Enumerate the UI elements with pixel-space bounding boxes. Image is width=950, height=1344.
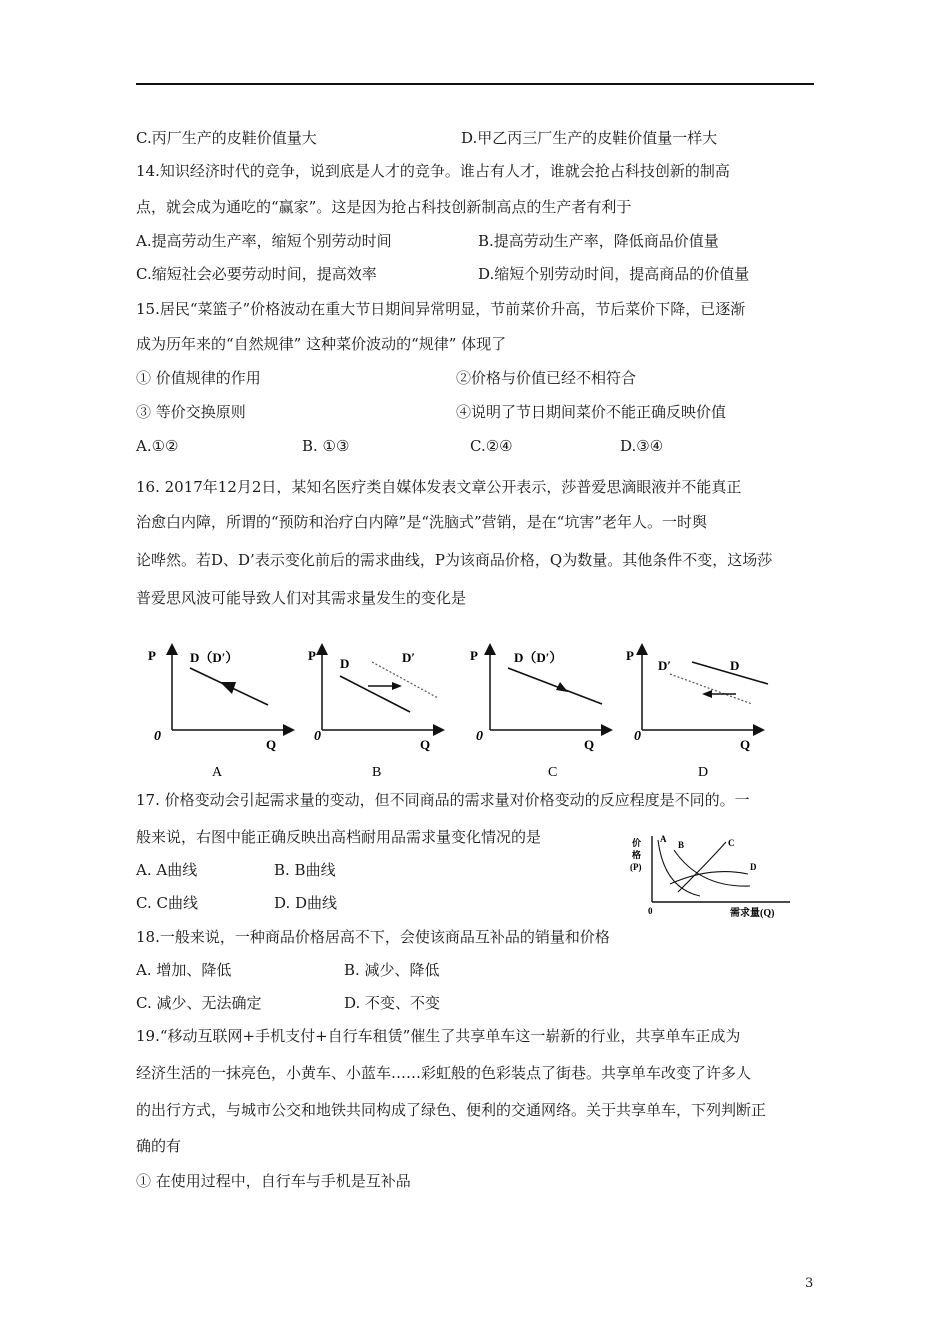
q15-stem-line1: 15.居民“菜篮子”价格波动在重大节日期间异常明显，节前菜价升高，节后菜价下降，已逐渐	[136, 300, 746, 318]
graph-d-q-label: Q	[740, 737, 751, 752]
graph-b-curve-d	[340, 676, 410, 712]
graph-b-p-label: P	[308, 648, 316, 663]
page-number: 3	[805, 1276, 814, 1291]
q15-statement-2: ②价格与价值已经不相符合	[456, 369, 637, 387]
graph-c-demand-curve	[508, 668, 602, 704]
q17-ylabel-3: (P)	[630, 862, 642, 872]
q15-option-a: A.①②	[136, 437, 179, 455]
header-rule	[136, 83, 814, 85]
q16-demand-graphs	[140, 638, 780, 788]
graph-b-arrow-icon	[392, 682, 402, 690]
graph-c-q-label: Q	[584, 737, 595, 752]
graph-b-q-label: Q	[420, 737, 431, 752]
q14-option-d: D.缩短个别劳动时间，提高商品的价值量	[478, 265, 750, 283]
graph-c	[470, 646, 610, 780]
q14-stem-line1: 14.知识经济时代的竞争，说到底是人才的竞争。谁占有人才，谁就会抢占科技创新的制高	[136, 162, 730, 180]
graph-b-origin: 0	[314, 729, 321, 744]
q14-stem-line2: 点，就会成为通吃的“赢家”。这是因为抢占科技创新制高点的生产者有利于	[136, 198, 632, 216]
graph-c-origin: 0	[476, 729, 483, 744]
graph-a-caption: A	[212, 765, 223, 780]
q15-statement-1: ① 价值规律的作用	[136, 369, 261, 387]
graph-a-origin: 0	[154, 729, 161, 744]
q17-origin: 0	[648, 906, 653, 916]
q15-option-b: B. ①③	[302, 437, 350, 455]
q18-option-c: C. 减少、无法确定	[136, 994, 262, 1012]
q15-option-d: D.③④	[620, 437, 664, 455]
q17-stem-line1: 17. 价格变动会引起需求量的变动，但不同商品的需求量对价格变动的反应程度是不同的。一	[136, 791, 750, 809]
q17-label-d: D	[750, 862, 757, 872]
q17-label-b: B	[678, 840, 685, 850]
graph-d-d-label: D	[730, 658, 740, 673]
graph-d-caption: D	[698, 765, 709, 780]
graph-c-curve-label: D（D′）	[514, 650, 563, 665]
graph-b	[308, 646, 442, 780]
q19-stem-line2: 经济生活的一抹亮色，小黄车、小蓝车……彩虹般的色彩装点了街巷。共享单车改变了许多人	[136, 1064, 752, 1082]
q17-label-c: C	[728, 838, 735, 848]
q19-statement-1: ① 在使用过程中，自行车与手机是互补品	[136, 1172, 411, 1190]
q16-stem-line4: 普爱思风波可能导致人们对其需求量发生的变化是	[136, 589, 467, 607]
q15-option-c: C.②④	[470, 437, 513, 455]
q17-option-a: A. A曲线	[136, 861, 198, 879]
q17-xlabel: 需求量(Q)	[730, 908, 775, 919]
graph-b-curve-dprime	[372, 662, 438, 698]
graph-d-curve-dprime	[670, 674, 752, 704]
graph-a	[148, 646, 292, 780]
q17-curve-b	[674, 850, 750, 886]
graph-a-curve-label: D（D′）	[190, 650, 239, 665]
q19-stem-line4: 确的有	[136, 1137, 182, 1155]
graph-b-dprime-label: D′	[402, 650, 416, 665]
q17-label-a: A	[660, 834, 667, 844]
q17-stem-line2: 般来说，右图中能正确反映出高档耐用品需求量变化情况的是	[136, 828, 542, 846]
q14-option-b: B.提高劳动生产率，降低商品价值量	[478, 232, 719, 250]
graph-d-arrow-icon	[702, 690, 712, 698]
q18-option-a: A. 增加、降低	[136, 961, 232, 979]
q18-option-b: B. 减少、降低	[344, 961, 440, 979]
q14-option-c: C.缩短社会必要劳动时间，提高效率	[136, 265, 377, 283]
graph-c-p-label: P	[470, 648, 478, 663]
graph-d-origin: 0	[634, 729, 641, 744]
q15-stem-line2: 成为历年来的“自然规律” 这种菜价波动的“规律” 体现了	[136, 335, 507, 353]
q13-option-c: C.丙厂生产的皮鞋价值量大	[136, 129, 317, 147]
q17-demand-chart	[630, 830, 820, 922]
q17-option-c: C. C曲线	[136, 894, 198, 912]
graph-a-p-label: P	[148, 648, 156, 663]
graph-b-caption: B	[372, 765, 382, 780]
q14-option-a: A.提高劳动生产率，缩短个别劳动时间	[136, 232, 392, 250]
graph-c-arrow-icon	[556, 682, 568, 692]
graph-d-p-label: P	[626, 648, 634, 663]
q17-ylabel-1: 价	[632, 838, 642, 848]
q17-ylabel-2: 格	[632, 850, 642, 860]
q17-option-d: D. D曲线	[274, 894, 338, 912]
q15-statement-4: ④说明了节日期间菜价不能正确反映价值	[456, 403, 727, 421]
graph-a-arrow-icon	[220, 682, 236, 694]
graph-b-d-label: D	[340, 656, 350, 671]
graph-a-q-label: Q	[266, 737, 277, 752]
q18-stem: 18.一般来说，一种商品价格居高不下，会使该商品互补品的销量和价格	[136, 928, 610, 946]
q16-stem-line3: 论哗然。若D、D’表示变化前后的需求曲线，P为该商品价格，Q为数量。其他条件不变，这场莎	[136, 551, 773, 569]
q16-stem-line2: 治愈白内障，所谓的“预防和治疗白内障”是“洗脑式”营销，是在“坑害”老年人。一时舆	[136, 513, 708, 531]
q13-option-d: D.甲乙丙三厂生产的皮鞋价值量一样大	[461, 129, 718, 147]
q18-option-d: D. 不变、不变	[344, 994, 441, 1012]
q19-stem-line1: 19.“移动互联网+手机支付+自行车租赁”催生了共享单车这一崭新的行业，共享单车正成为	[136, 1027, 741, 1045]
q19-stem-line3: 的出行方式，与城市公交和地铁共同构成了绿色、便利的交通网络。关于共享单车，下列判断正	[136, 1101, 767, 1119]
q15-statement-3: ③ 等价交换原则	[136, 403, 246, 421]
graph-d-dprime-label: D′	[658, 658, 672, 673]
q16-stem-line1: 16. 2017年12月2日，某知名医疗类自媒体发表文章公开表示，莎普爱思滴眼液并不能真正	[136, 478, 742, 496]
graph-d	[626, 646, 768, 780]
graph-c-caption: C	[548, 765, 558, 780]
q17-option-b: B. B曲线	[274, 861, 336, 879]
q17-curve-d	[670, 872, 748, 884]
q17-curve-c	[678, 842, 726, 892]
